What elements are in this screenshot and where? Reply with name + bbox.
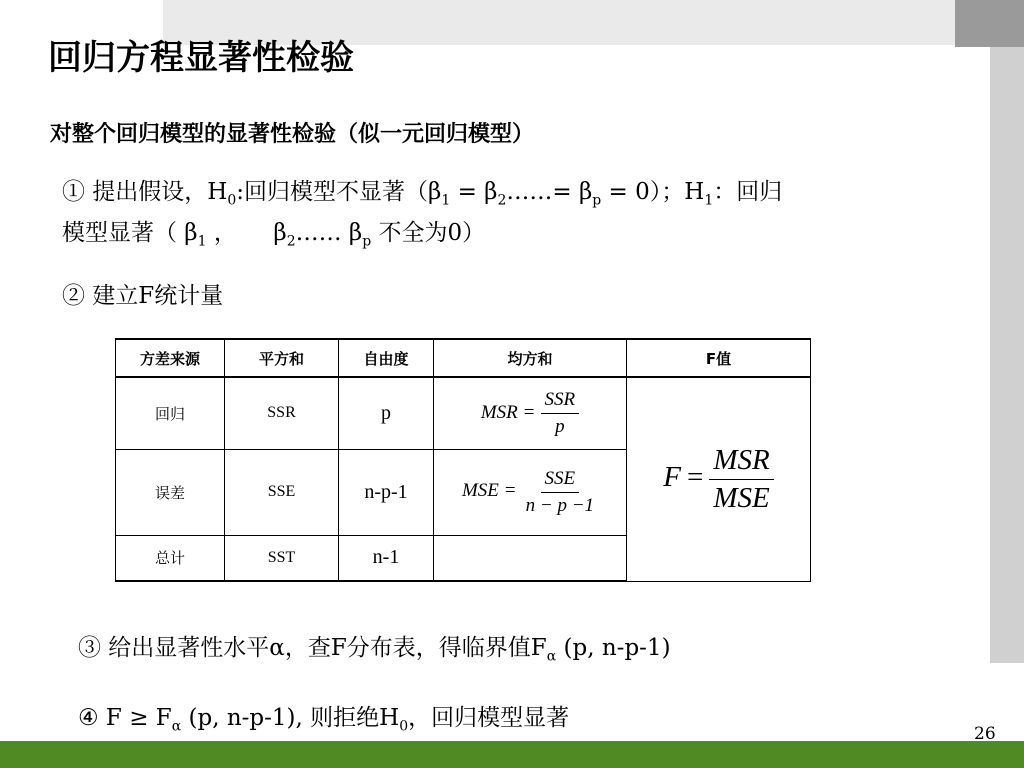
- step-1-line-1: ① 提出假设，$H_0$:回归模型不显著（$\beta_1$ = $\beta_2\dots\dots= \beta_p = 0$）；$H_1$：回归: [62, 179, 783, 209]
- step-1-marker: ①: [62, 179, 85, 205]
- step-4-decision-rule: ④ $F \ge F_\alpha$ (p, n-p-1), 则拒绝$H_0$，回归模型显著: [78, 705, 570, 735]
- table-header-row: [116, 339, 811, 377]
- slide-subtitle: 对整个回归模型的显著性检验（似一元回归模型）: [50, 122, 535, 147]
- cell-ms-empty: [434, 535, 627, 581]
- footer-bar: [0, 741, 1024, 768]
- cell-ms-formula: [434, 449, 627, 535]
- cell-source: 回归: [116, 377, 225, 449]
- f-formula: F = $\frac{\text{MSR}}{\text{MSE}}$: [663, 461, 773, 493]
- cell-df: n-1: [339, 535, 434, 581]
- anova-table: [115, 338, 811, 582]
- cell-ms-formula: [434, 377, 627, 449]
- corner-block: [955, 0, 1024, 47]
- cell-source: 误差: [116, 449, 225, 535]
- step-3-critical-value: ③ 给出显著性水平α，查F分布表，得临界值$F_\alpha$ (p, n-p-1): [78, 635, 671, 665]
- step-1-line-2: 模型显著（ $\beta_1$ ， $\beta_2\dots\dots$ $\beta_p$ 不全为0）: [62, 219, 486, 250]
- step-4-marker: ④: [78, 705, 99, 731]
- cell-source: 总计: [116, 535, 225, 581]
- mse-formula: MSE = $\frac{\text{SSE}}{n - p -1}$: [461, 467, 595, 516]
- header-mean-square: 均方和: [434, 339, 627, 377]
- table-row-regression: [116, 377, 811, 449]
- msr-formula: MSR = $\frac{\text{SSR}}{p}$: [481, 402, 579, 423]
- cell-df: p: [339, 377, 434, 449]
- step-2-marker: ②: [62, 283, 85, 309]
- header-degrees-of-freedom: 自由度: [339, 339, 434, 377]
- page-number: 26: [974, 724, 996, 744]
- cell-ss: SST: [225, 535, 339, 581]
- step-3-marker: ③: [78, 635, 101, 661]
- cell-f-formula: [627, 377, 811, 581]
- header-sum-of-squares: 平方和: [225, 339, 339, 377]
- slide-title: 回归方程显著性检验: [48, 38, 354, 78]
- step-1-hypothesis: [62, 176, 782, 257]
- cell-ss: SSR: [225, 377, 339, 449]
- header-f-value: F值: [627, 339, 811, 377]
- right-side-band: [990, 47, 1024, 663]
- header-source: 方差来源: [116, 339, 225, 377]
- cell-ss: SSE: [225, 449, 339, 535]
- cell-df: n-p-1: [339, 449, 434, 535]
- step-2-f-statistic: ② 建立F统计量: [62, 283, 224, 309]
